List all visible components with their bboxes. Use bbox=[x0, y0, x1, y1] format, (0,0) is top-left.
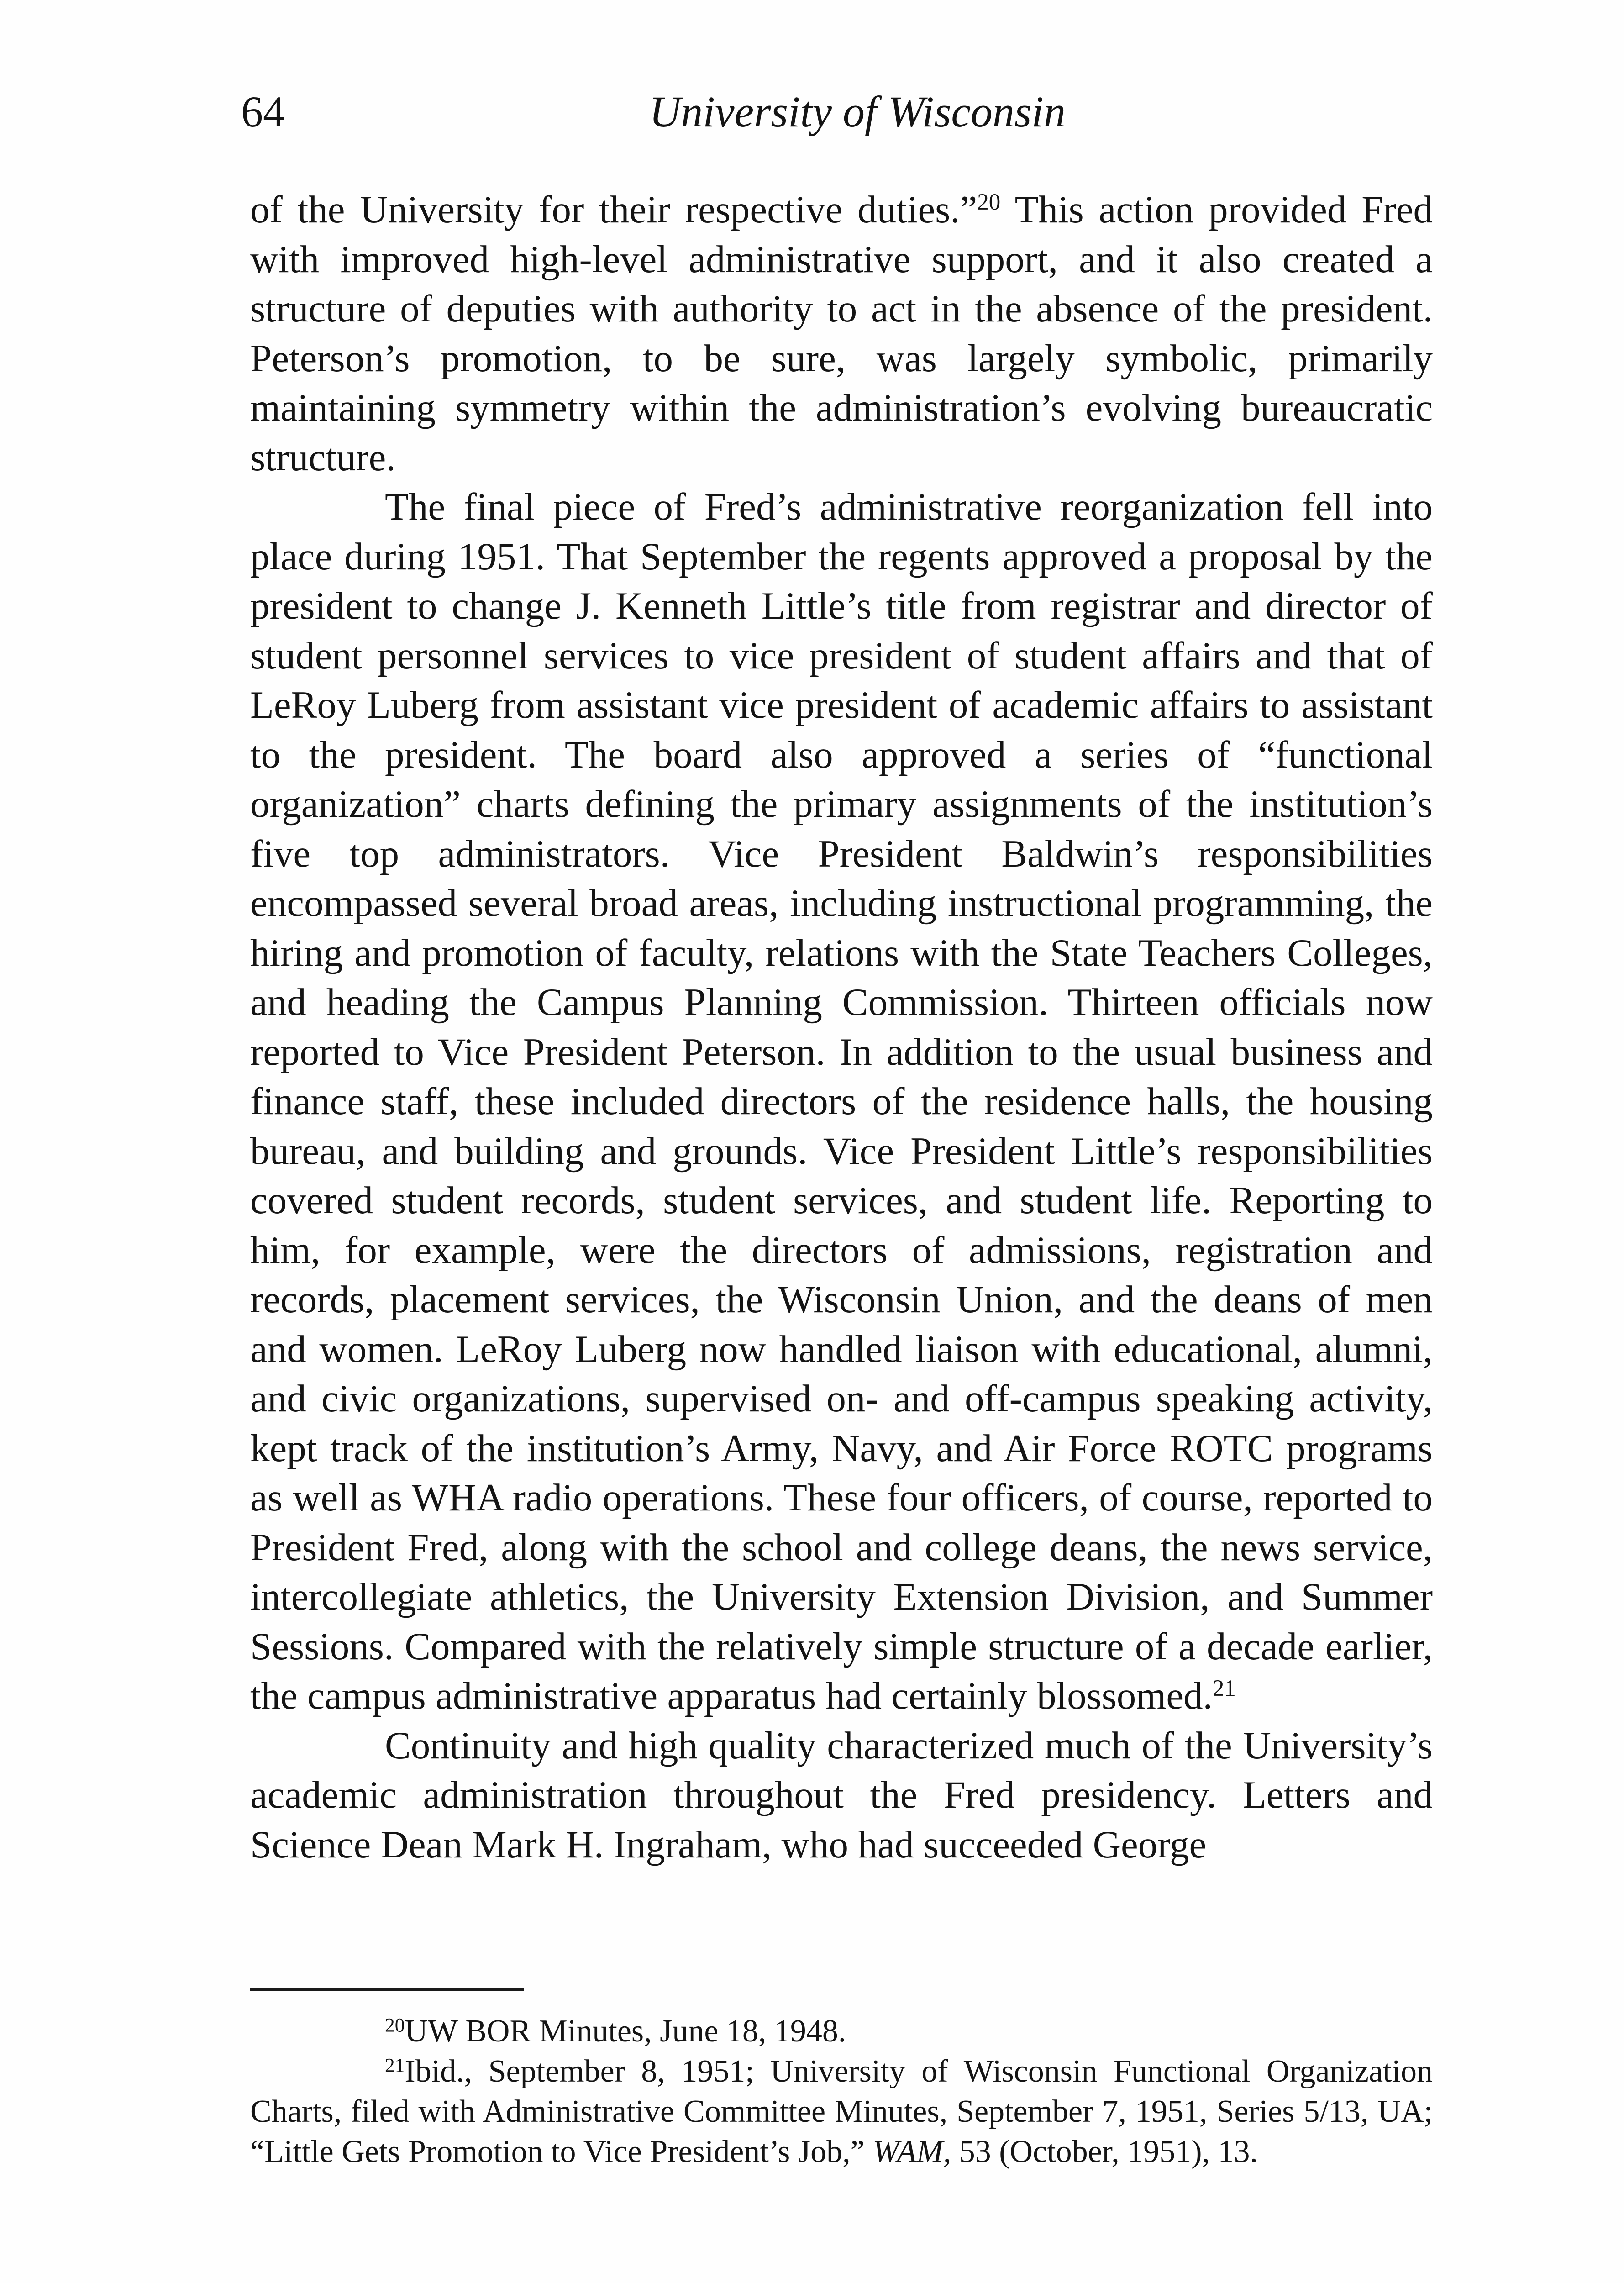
footnote-20 bbox=[250, 2011, 1433, 2052]
running-title: University of Wisconsin bbox=[649, 87, 1066, 136]
footnote-21-text-b: 53 (October, 1951), 13. bbox=[951, 2134, 1258, 2169]
footnote-20-number: 20 bbox=[385, 2014, 405, 2036]
page-number: 64 bbox=[241, 87, 285, 136]
paragraph-3: Continuity and high quality characterized much of the University’s academic administration throughout the Fred presidency. Letters and Science Dean Mark H. Ingraham, who had succeeded George bbox=[250, 1724, 1433, 1866]
footnote-21-publication: WAM, bbox=[872, 2134, 951, 2169]
footnote-ref-20: 20 bbox=[977, 189, 1001, 215]
footnote-20-text: UW BOR Minutes, June 18, 1948. bbox=[405, 2014, 846, 2049]
footnote-21-number: 21 bbox=[385, 2054, 405, 2077]
footnotes bbox=[250, 2011, 1433, 2172]
footnote-ref-21: 21 bbox=[1212, 1675, 1236, 1701]
paragraph-1-text-a: of the University for their respective duties.” bbox=[250, 188, 978, 231]
footnote-21 bbox=[250, 2052, 1433, 2172]
body-text bbox=[250, 185, 1433, 1869]
footnote-21-text-a: Ibid., September 8, 1951; University of Wisconsin Functional Organization Charts, filed with Administrative Committee Minutes, September 7, 1951, Series 5/13, UA; “Little Gets Promotion to Vice President’s Job,” bbox=[250, 2054, 1433, 2169]
paragraph-1-text-b: This action provided Fred with improved high-level administrative support, and it also created a structure of deputies with authority to act in the absence of the president. Peterson’s promotion, to be sure, was largely symbolic, primarily maintaining symmetry within the administration’s evolving bureaucratic structure. bbox=[250, 188, 1433, 479]
footnote-divider bbox=[250, 1988, 524, 1991]
paragraph-1 bbox=[250, 185, 1433, 482]
paragraph-2 bbox=[250, 482, 1433, 1721]
paragraph-2-text: The final piece of Fred’s administrative reorganization fell into place during 1951. That September the regents approved a proposal by the president to change J. Kenneth Little’s title from registrar and director of student personnel services to vice president of student affairs and that of LeRoy Luberg from assistant vice president of academic affairs to assistant to the president. The board also approved a series of “functional organization” charts defining the primary assignments of the institution’s five top administrators. Vice President Baldwin’s responsibilities encompassed several broad areas, including instructional programming, the hiring and promotion of faculty, relations with the State Teachers Colleges, and heading the Campus Planning Commission. Thirteen officials now reported to Vice President Peterson. In addition to the usual business and finance staff, these included directors of the residence halls, the housing bureau, and building and grounds. Vice President Little’s responsibilities covered student records, student services, and student life. Reporting to him, for example, were the directors of admissions, registration and records, placement services, the Wisconsin Union, and the deans of men and women. LeRoy Luberg now handled liaison with educational, alumni, and civic organizations, supervised on- and off-campus speaking activity, kept track of the institution’s Army, Navy, and Air Force ROTC programs as well as WHA radio operations. These four officers, of course, reported to President Fred, along with the school and college deans, the news service, intercollegiate athletics, the University Extension Division, and Summer Sessions. Compared with the relatively simple structure of a decade earlier, the campus administrative apparatus had certainly blossomed. bbox=[250, 485, 1433, 1717]
page-header bbox=[241, 84, 1446, 148]
